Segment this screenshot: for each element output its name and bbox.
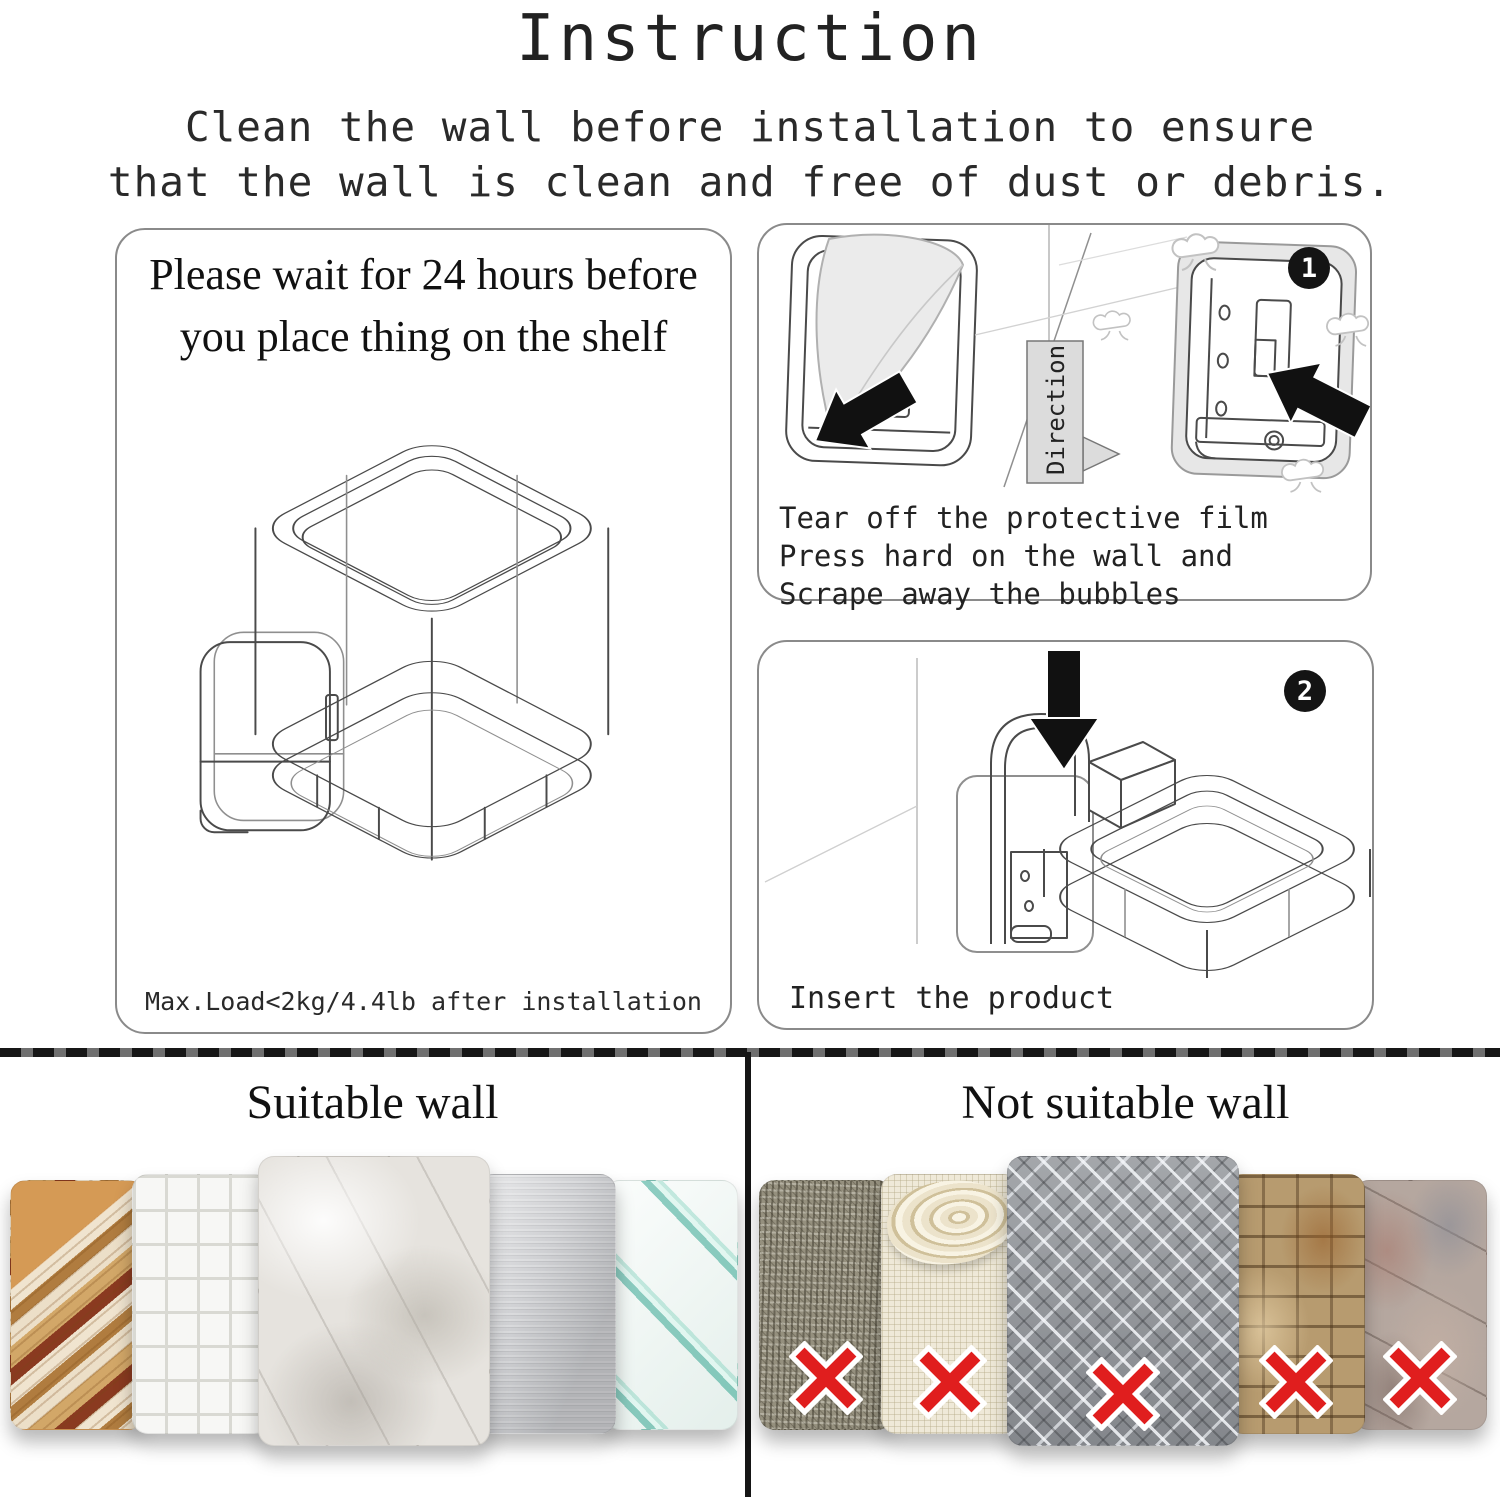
step-2-caption: Insert the product [789,981,1115,1016]
not-suitable-wall-heading: Not suitable wall [961,1076,1290,1129]
wall-swatch-glass [604,1180,738,1430]
not-suitable-wall-panel [751,1057,1500,1497]
not-suitable-x-icon [1259,1345,1333,1419]
intro-line-1: Clean the wall before installation to ensure [184,103,1316,151]
intro-line-2: that the wall is clean and free of dust or debris. [107,158,1393,206]
step-1-badge: 1 [1288,247,1330,289]
wall-swatch-brushed-metal [478,1174,616,1434]
steam-puff-icon [1093,311,1130,340]
intro-text [0,100,1500,210]
step-2-panel [757,640,1374,1030]
wall-suitability-section [0,1048,1500,1497]
not-suitable-x-icon [1383,1341,1457,1415]
not-suitable-x-icon [1086,1357,1160,1431]
step-1-caption-line-3: Scrape away the bubbles [779,577,1181,611]
suitable-wall-panel [0,1057,745,1497]
wall-swatch-wallpaper-roll [881,1174,1019,1434]
wait-note-line-1: Please wait for 24 hours before [149,250,698,299]
direction-callout [1027,341,1119,483]
step-1-caption-line-1: Tear off the protective film [779,501,1268,535]
max-load-note: Max.Load<2kg/4.4lb after installation [145,987,702,1016]
wall-swatch-wood-panel [10,1180,144,1430]
step-1-panel [757,223,1372,611]
steam-puff-icon [1282,460,1323,492]
page-title: Instruction [516,2,984,76]
peel-film-illustration [759,225,1370,497]
wall-swatch-white-brick [132,1174,270,1434]
wall-swatch-stacked-stone [1227,1174,1365,1434]
wait-24h-panel [115,228,732,1034]
wall-swatch-rough-slate [1353,1180,1487,1430]
not-suitable-x-icon [789,1341,863,1415]
direction-label: Direction [1042,344,1070,475]
product-cup-illustration [179,374,669,919]
suitable-wall-heading: Suitable wall [246,1076,499,1129]
insert-product-illustration [759,644,1372,984]
wait-note [117,244,730,368]
not-suitable-x-icon [913,1345,987,1419]
wall-swatch-rough-concrete [759,1180,893,1430]
wall-swatch-marble [258,1156,490,1446]
wait-note-line-2: you place thing on the shelf [179,312,668,361]
step-2-badge: 2 [1284,670,1326,712]
wall-swatch-diamond-plate [1007,1156,1239,1446]
step-1-caption [779,499,1268,613]
step-1-caption-line-2: Press hard on the wall and [779,539,1233,573]
